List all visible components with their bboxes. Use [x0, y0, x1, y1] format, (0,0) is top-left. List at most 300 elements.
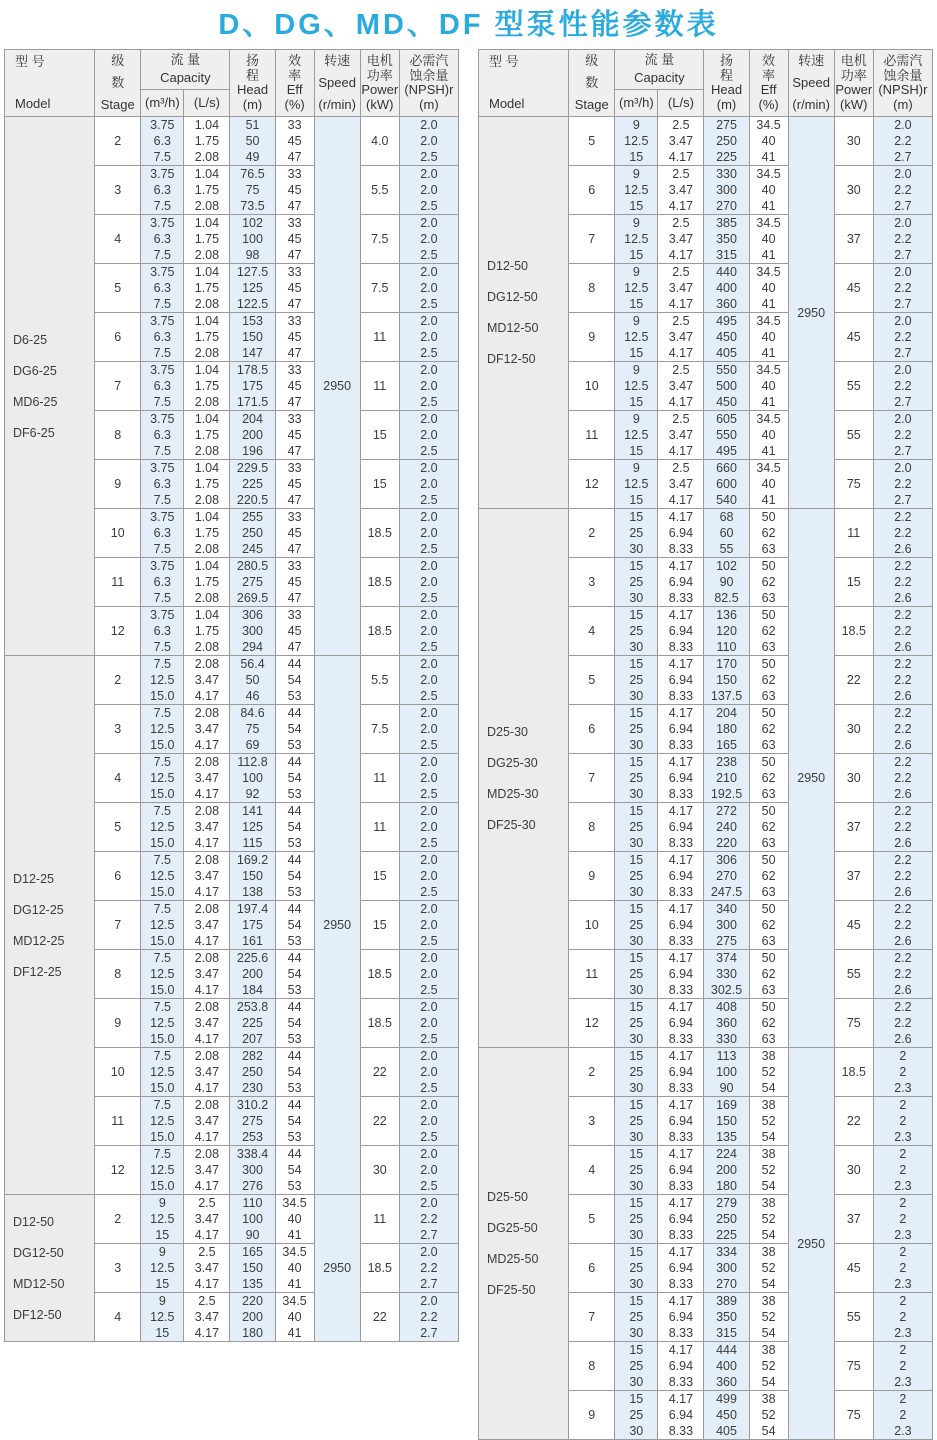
head-cell — [704, 950, 749, 999]
header-line: 功率 — [366, 67, 393, 83]
npsh-cell — [399, 999, 458, 1048]
power-cell — [834, 999, 873, 1048]
cell-line: 12.5 — [624, 477, 649, 492]
cell-line: 1.04 — [194, 608, 220, 623]
eff-cell — [749, 950, 788, 999]
cell-line: 5 — [588, 1212, 596, 1227]
stage-cell — [95, 460, 141, 509]
stage-cell — [569, 1391, 615, 1440]
cell-line: 1.75 — [194, 330, 220, 345]
cell-line: 2.6 — [894, 983, 912, 998]
cell-line: 15.0 — [150, 1081, 175, 1096]
header-power — [360, 50, 399, 117]
cell-line: 62 — [761, 1016, 776, 1031]
cell-line: 11 — [373, 379, 387, 394]
cell-line: 2.3 — [894, 1277, 912, 1292]
capacity-ls-cell — [658, 215, 704, 264]
npsh-cell — [873, 607, 932, 656]
cell-line: 34.5 — [282, 1245, 307, 1260]
capacity-m3h-cell — [615, 1195, 658, 1244]
cell-line: 22 — [846, 1114, 861, 1129]
npsh-cell — [399, 264, 458, 313]
cell-line: 54 — [287, 967, 302, 982]
power-cell — [360, 1146, 399, 1195]
stage-cell — [569, 901, 615, 950]
cell-line: 3.75 — [150, 118, 175, 133]
header-line: 功率 — [840, 67, 867, 83]
cell-line: 41 — [761, 248, 776, 263]
capacity-ls-cell — [658, 117, 704, 166]
stage-cell — [569, 166, 615, 215]
cell-line: 8.33 — [668, 640, 694, 655]
npsh-cell — [873, 1048, 932, 1097]
power-cell — [360, 656, 399, 705]
cell-line: 9 — [632, 118, 640, 133]
header-head — [230, 50, 275, 117]
cell-line: 15 — [629, 297, 644, 312]
cell-line: 62 — [761, 575, 776, 590]
head-cell — [704, 1391, 749, 1440]
head-cell — [704, 460, 749, 509]
cell-line: 7.5 — [153, 542, 172, 557]
cell-line: 8.33 — [668, 1179, 694, 1194]
cell-line: 30 — [629, 885, 644, 900]
cell-line: 330 — [716, 167, 737, 182]
cell-line: 1.04 — [194, 363, 220, 378]
cell-line: 6.3 — [153, 134, 172, 149]
eff-cell — [749, 460, 788, 509]
header-line: (m³/h) — [618, 94, 654, 110]
cell-line: 18.5 — [367, 575, 392, 590]
header-line: (r/min) — [792, 96, 830, 112]
cell-line: 15 — [629, 1392, 644, 1407]
cell-line: 165 — [716, 738, 737, 753]
cell-line: 55 — [846, 379, 861, 394]
cell-line: 62 — [761, 918, 776, 933]
cell-line: 30 — [629, 934, 644, 949]
cell-line: 2.0 — [420, 118, 438, 133]
model-name: DG25-50 — [487, 1221, 538, 1236]
cell-line: 25 — [629, 1163, 644, 1178]
stage-cell — [569, 754, 615, 803]
cell-line: 8.33 — [668, 934, 694, 949]
cell-line: 3 — [114, 722, 122, 737]
cell-line: 12.5 — [150, 673, 175, 688]
eff-cell — [749, 313, 788, 362]
header-line: 流 量 — [644, 52, 675, 68]
cell-line: 2.5 — [420, 1179, 438, 1194]
eff-cell — [749, 166, 788, 215]
capacity-ls-cell — [658, 1293, 704, 1342]
cell-line: 2.2 — [894, 755, 912, 770]
cell-line: 4 — [114, 771, 122, 786]
cell-line: 2.0 — [420, 1294, 438, 1309]
eff-cell — [749, 1293, 788, 1342]
cell-line: 6.3 — [153, 477, 172, 492]
cell-line: 82.5 — [714, 591, 739, 606]
cell-line: 4.17 — [668, 248, 694, 263]
cell-line: 7.5 — [153, 346, 172, 361]
cell-line: 10 — [110, 526, 125, 541]
capacity-m3h-cell — [615, 215, 658, 264]
cell-line: 12.5 — [150, 918, 175, 933]
cell-line: 9 — [158, 1245, 166, 1260]
cell-line: 229.5 — [236, 461, 269, 476]
cell-line: 54 — [761, 1130, 776, 1145]
head-cell — [704, 803, 749, 852]
cell-line: 2.0 — [420, 1163, 438, 1178]
power-cell — [834, 901, 873, 950]
eff-cell — [275, 705, 314, 754]
cell-line: 8.33 — [668, 591, 694, 606]
cell-line: 6.94 — [668, 722, 694, 737]
power-cell — [360, 509, 399, 558]
stage-cell — [95, 313, 141, 362]
cell-line: 2.0 — [420, 967, 438, 982]
cell-line: 18.5 — [367, 526, 392, 541]
cell-line: 7.5 — [153, 640, 172, 655]
head-cell — [230, 754, 275, 803]
cell-line: 2.2 — [894, 281, 912, 296]
header-line: Power — [361, 82, 399, 98]
cell-line: 3 — [114, 1261, 122, 1276]
cell-line: 45 — [846, 281, 861, 296]
cell-line: 2 — [114, 134, 122, 149]
capacity-m3h-cell — [615, 1097, 658, 1146]
cell-line: 25 — [629, 1016, 644, 1031]
cell-line: 38 — [761, 1098, 776, 1113]
cell-line: 100 — [242, 1212, 263, 1227]
head-cell — [704, 1342, 749, 1391]
cell-line: 225 — [242, 477, 263, 492]
cell-line: 15.0 — [150, 738, 175, 753]
cell-line: 5.5 — [371, 673, 389, 688]
cell-line: 100 — [242, 771, 263, 786]
cell-line: 169.2 — [236, 853, 269, 868]
head-cell — [704, 1244, 749, 1293]
cell-line: 270 — [716, 869, 737, 884]
cell-line: 150 — [716, 673, 737, 688]
cell-line: 30 — [629, 640, 644, 655]
cell-line: 2.0 — [420, 608, 438, 623]
cell-line: 8.33 — [668, 738, 694, 753]
capacity-m3h-cell — [615, 1146, 658, 1195]
cell-line: 25 — [629, 967, 644, 982]
capacity-ls-cell — [184, 509, 230, 558]
document-page — [0, 2, 937, 1439]
cell-line: 2.5 — [420, 199, 438, 214]
cell-line: 62 — [761, 771, 776, 786]
npsh-cell — [399, 509, 458, 558]
cell-line: 2.3 — [894, 1228, 912, 1243]
capacity-ls-cell — [184, 607, 230, 656]
model-cell — [479, 1048, 569, 1440]
npsh-cell — [873, 558, 932, 607]
cell-line: 2.2 — [894, 624, 912, 639]
model-name: MD12-25 — [13, 933, 65, 948]
model-name: DF12-50 — [13, 1307, 62, 1322]
cell-line: 9 — [158, 1294, 166, 1309]
cell-line: 62 — [761, 624, 776, 639]
cell-line: 44 — [287, 1098, 302, 1113]
cell-line: 2 — [899, 1147, 907, 1162]
header-line: 数 — [111, 74, 125, 90]
cell-line: 1.04 — [194, 167, 220, 182]
cell-line: 306 — [716, 853, 737, 868]
head-cell — [704, 1293, 749, 1342]
cell-line: 63 — [761, 689, 776, 704]
capacity-ls-cell — [184, 1195, 230, 1244]
cell-line: 2.08 — [194, 199, 220, 214]
cell-line: 37 — [846, 820, 861, 835]
power-cell — [360, 803, 399, 852]
cell-line: 75 — [846, 477, 861, 492]
cell-line: 3.47 — [194, 673, 220, 688]
power-cell — [834, 1391, 873, 1440]
cell-line: 22 — [372, 1310, 387, 1325]
capacity-ls-cell — [184, 656, 230, 705]
cell-line: 4.17 — [668, 297, 694, 312]
cell-line: 4.17 — [194, 1277, 220, 1292]
cell-line: 53 — [287, 836, 302, 851]
cell-line: 15 — [629, 1343, 644, 1358]
cell-line: 2 — [899, 1261, 907, 1276]
stage-cell — [569, 460, 615, 509]
model-name: MD6-25 — [13, 394, 58, 409]
power-cell — [834, 852, 873, 901]
cell-line: 2 — [588, 1065, 596, 1080]
capacity-ls-cell — [184, 215, 230, 264]
cell-line: 4.17 — [668, 804, 694, 819]
cell-line: 25 — [629, 771, 644, 786]
cell-line: 15 — [155, 1277, 170, 1292]
cell-line: 2 — [899, 1065, 907, 1080]
cell-line: 30 — [846, 183, 861, 198]
npsh-cell — [873, 1342, 932, 1391]
npsh-cell — [873, 509, 932, 558]
cell-line: 53 — [287, 885, 302, 900]
cell-line: 180 — [716, 1179, 737, 1194]
cell-line: 25 — [629, 1359, 644, 1374]
cell-line: 275 — [242, 1114, 263, 1129]
cell-line: 54 — [287, 869, 302, 884]
power-cell — [834, 362, 873, 411]
npsh-cell — [399, 852, 458, 901]
header-capacity-m3h-unit — [141, 89, 184, 117]
header-speed — [314, 50, 360, 117]
cell-line: 7.5 — [153, 755, 172, 770]
model-name: MD25-30 — [487, 786, 539, 801]
cell-line: 9 — [114, 477, 122, 492]
cell-line: 30 — [629, 591, 644, 606]
speed-cell — [788, 509, 834, 1048]
cell-line: 3 — [114, 183, 122, 198]
cell-line: 385 — [716, 216, 737, 231]
cell-line: 4.17 — [668, 510, 694, 525]
cell-line: 54 — [287, 1065, 302, 1080]
cell-line: 11 — [373, 771, 387, 786]
capacity-ls-cell — [184, 166, 230, 215]
cell-line: 2 — [899, 1343, 907, 1358]
eff-cell — [275, 1195, 314, 1244]
cell-line: 2.2 — [894, 477, 912, 492]
cell-line: 247.5 — [710, 885, 743, 900]
cell-line: 30 — [629, 1228, 644, 1243]
cell-line: 374 — [716, 951, 737, 966]
power-cell — [360, 362, 399, 411]
cell-line: 113 — [716, 1049, 737, 1064]
cell-line: 2.0 — [420, 1065, 438, 1080]
cell-line: 2.6 — [894, 542, 912, 557]
cell-line: 220 — [716, 836, 737, 851]
cell-line: 230 — [242, 1081, 263, 1096]
model-name: D6-25 — [13, 332, 48, 347]
eff-cell — [275, 460, 314, 509]
cell-line: 2.2 — [894, 1016, 912, 1031]
cell-line: 3.47 — [194, 771, 220, 786]
capacity-m3h-cell — [141, 901, 184, 950]
capacity-ls-cell — [658, 264, 704, 313]
model-name: DG12-50 — [487, 290, 538, 305]
cell-line: 315 — [716, 248, 737, 263]
cell-line: 6.3 — [153, 330, 172, 345]
cell-line: 62 — [761, 673, 776, 688]
head-cell — [704, 215, 749, 264]
cell-line: 54 — [761, 1228, 776, 1243]
npsh-cell — [873, 1244, 932, 1293]
power-cell — [360, 1195, 399, 1244]
cell-line: 15 — [372, 869, 387, 884]
capacity-m3h-cell — [141, 1195, 184, 1244]
cell-line: 40 — [287, 1212, 302, 1227]
head-cell — [230, 656, 275, 705]
capacity-ls-cell — [658, 1244, 704, 1293]
cell-line: 4.17 — [194, 1081, 220, 1096]
cell-line: 40 — [761, 330, 776, 345]
capacity-ls-cell — [658, 754, 704, 803]
head-cell — [230, 1048, 275, 1097]
npsh-cell — [399, 215, 458, 264]
cell-line: 38 — [761, 1392, 776, 1407]
cell-line: 150 — [716, 1114, 737, 1129]
cell-line: 30 — [846, 722, 861, 737]
npsh-cell — [399, 803, 458, 852]
cell-line: 225 — [242, 1016, 263, 1031]
header-npsh — [399, 50, 458, 117]
cell-line: 3.47 — [194, 967, 220, 982]
header-eff — [749, 50, 788, 117]
capacity-ls-cell — [658, 1146, 704, 1195]
cell-line: 47 — [287, 297, 302, 312]
header-line: (L/s) — [193, 94, 220, 110]
cell-line: 2.5 — [420, 983, 438, 998]
cell-line: 2.0 — [420, 706, 438, 721]
cell-line: 2.0 — [420, 183, 438, 198]
cell-line: 76.5 — [240, 167, 265, 182]
cell-line: 2 — [899, 1196, 907, 1211]
cell-line: 53 — [287, 787, 302, 802]
cell-line: 170 — [716, 657, 737, 672]
cell-line: 2.0 — [420, 281, 438, 296]
power-cell — [360, 1244, 399, 1293]
cell-line: 54 — [761, 1375, 776, 1390]
cell-line: 150 — [242, 1261, 263, 1276]
cell-line: 12.5 — [624, 379, 649, 394]
cell-line: 53 — [287, 983, 302, 998]
eff-cell — [275, 558, 314, 607]
head-cell — [230, 1097, 275, 1146]
cell-line: 25 — [629, 673, 644, 688]
cell-line: 2.5 — [672, 216, 690, 231]
cell-line: 2.2 — [894, 428, 912, 443]
cell-line: 122.5 — [236, 297, 269, 312]
cell-line: 2.5 — [198, 1196, 216, 1211]
cell-line: 47 — [287, 444, 302, 459]
capacity-ls-cell — [658, 411, 704, 460]
power-cell — [834, 1097, 873, 1146]
cell-line: 2.0 — [894, 314, 912, 329]
head-cell — [230, 460, 275, 509]
cell-line: 2.0 — [420, 902, 438, 917]
cell-line: 40 — [761, 134, 776, 149]
header-line: (NPSH)r — [878, 82, 928, 98]
header-line: Head — [236, 82, 269, 98]
capacity-m3h-cell — [141, 215, 184, 264]
cell-line: 40 — [287, 1261, 302, 1276]
eff-cell — [749, 901, 788, 950]
cell-line: 9 — [632, 167, 640, 182]
cell-line: 30 — [846, 134, 861, 149]
cell-line: 2.2 — [894, 1000, 912, 1015]
cell-line: 605 — [716, 412, 737, 427]
cell-line: 45 — [287, 232, 302, 247]
cell-line: 6.94 — [668, 1016, 694, 1031]
cell-line: 30 — [629, 1081, 644, 1096]
cell-line: 40 — [761, 379, 776, 394]
cell-line: 18.5 — [367, 1261, 392, 1276]
cell-line: 2.08 — [194, 804, 220, 819]
cell-line: 8.33 — [668, 1081, 694, 1096]
cell-line: 499 — [716, 1392, 737, 1407]
cell-line: 12.5 — [150, 722, 175, 737]
header-line: (kW) — [366, 96, 394, 112]
header-line: 率 — [762, 67, 776, 83]
cell-line: 12.5 — [624, 281, 649, 296]
cell-line: 15.0 — [150, 836, 175, 851]
cell-line: 2.0 — [420, 379, 438, 394]
cell-line: 2.08 — [194, 150, 220, 165]
cell-line: 15 — [629, 1098, 644, 1113]
cell-line: 12.5 — [624, 232, 649, 247]
cell-line: 15 — [629, 395, 644, 410]
cell-line: 495 — [716, 314, 737, 329]
cell-line: 280.5 — [236, 559, 269, 574]
cell-line: 54 — [287, 771, 302, 786]
header-line: Speed — [792, 74, 830, 90]
cell-line: 2 — [899, 1212, 907, 1227]
cell-line: 2.2 — [894, 673, 912, 688]
cell-line: 8.33 — [668, 689, 694, 704]
head-cell — [230, 705, 275, 754]
stage-cell — [569, 313, 615, 362]
cell-line: 34.5 — [756, 314, 781, 329]
cell-line: 3.47 — [194, 1163, 220, 1178]
cell-line: 33 — [287, 118, 302, 133]
cell-line: 11 — [373, 1212, 387, 1227]
cell-line: 7.5 — [153, 248, 172, 263]
eff-cell — [275, 117, 314, 166]
stage-cell — [569, 852, 615, 901]
